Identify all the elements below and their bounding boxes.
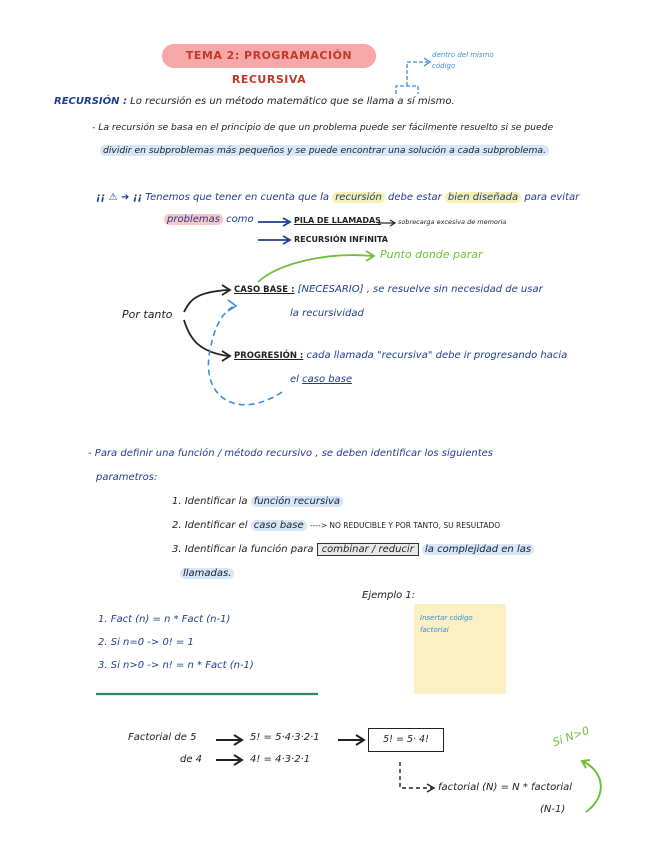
param-item-3b: combinar / reducir	[317, 543, 419, 556]
ejemplo-f2: 2. Si n=0 -> 0! = 1	[98, 637, 194, 648]
caso-base-line	[234, 284, 543, 295]
definition-term: RECURSIÓN :	[54, 96, 127, 107]
warning-bien: bien diseñada	[445, 192, 521, 203]
caso-base-text-2: la recursividad	[290, 308, 364, 319]
progresion-text: cada llamada "recursiva" debe ir progresando hacia	[306, 350, 568, 361]
param-item-1a: 1. Identificar la	[172, 496, 248, 507]
green-note: Si N>0	[550, 723, 592, 750]
arrow-caso-base	[184, 290, 228, 312]
param-item-1	[172, 496, 343, 507]
green-curve-arrow	[584, 762, 601, 812]
progresion-line	[234, 350, 567, 361]
param-item-2b: caso base	[251, 520, 307, 531]
fact5-label: Factorial de 5	[128, 732, 197, 743]
warning-line	[96, 192, 579, 203]
warning-recursion: recursión	[332, 192, 385, 203]
pila-label: PILA DE LLAMADAS	[294, 216, 381, 225]
ejemplo-title: Ejemplo 1:	[362, 590, 416, 601]
sticky-note	[414, 604, 506, 694]
params-intro-1: - Para definir una función / método recursivo , se deben identificar los siguientes	[88, 448, 493, 459]
param-item-2a: 2. Identificar el	[172, 520, 248, 531]
param-item-3c: la complejidad en las	[422, 544, 534, 555]
progresion-line-2	[290, 374, 352, 385]
warning-text-b: debe estar	[388, 192, 442, 203]
progresion-caso-base: caso base	[302, 374, 353, 385]
problemas-line	[164, 214, 254, 225]
param-item-3a: 3. Identificar la función para	[172, 544, 314, 555]
infinita-label: RECURSIÓN INFINITA	[294, 235, 388, 244]
page-title: TEMA 2: PROGRAMACIÓN RECURSIVA	[162, 44, 376, 68]
warning-text-a: Tenemos que tener en cuenta que la	[145, 192, 329, 203]
basis-line-2	[100, 145, 549, 156]
param-item-3-cont	[180, 568, 234, 579]
param-item-3d: llamadas.	[180, 568, 234, 579]
warning-icon: ¡¡ ⚠ ➜ ¡¡	[96, 192, 143, 203]
portanto-label: Por tanto	[122, 308, 173, 321]
problemas-word: problemas	[164, 214, 223, 225]
ejemplo-f1: 1. Fact (n) = n * Fact (n-1)	[98, 614, 231, 625]
punto-note: Punto donde parar	[380, 248, 483, 261]
side-note: dentro del mismo código	[432, 51, 494, 70]
arrow-progresion	[184, 320, 228, 356]
factorial-formula: factorial (N) = N * factorial	[438, 782, 572, 793]
param-item-2	[172, 520, 500, 531]
fact5-expansion: 5! = 5·4·3·2·1	[250, 732, 320, 743]
fact4-expansion: 4! = 4·3·2·1	[250, 754, 311, 765]
param-item-2c: ----> NO REDUCIBLE Y POR TANTO, SU RESULTADO	[309, 521, 501, 530]
side-note-bracket	[396, 62, 428, 94]
progresion-label: PROGRESIÓN :	[234, 351, 304, 361]
fact4-label: de 4	[180, 754, 203, 765]
progresion-el: el	[290, 374, 299, 385]
sticky-note-text: Insertar código factorial	[420, 614, 473, 634]
warning-text-c: para evitar	[524, 192, 580, 203]
factorial-formula-2: (N-1)	[540, 804, 566, 815]
caso-base-text: [NECESARIO] , se resuelve sin necesidad de usar	[297, 284, 543, 295]
definition-text: Lo recursión es un método matemático que se llama a sí mismo.	[130, 96, 455, 107]
ejemplo-f3: 3. Si n>0 -> n! = n * Fact (n-1)	[98, 660, 254, 671]
fact5-box: 5! = 5· 4!	[368, 728, 444, 752]
green-arrow	[258, 255, 372, 282]
basis-highlight: dividir en subproblemas más pequeños y se puede encontrar una solución a cada subproblema.	[100, 145, 549, 156]
como-word: como	[226, 214, 254, 225]
caso-base-label: CASO BASE :	[234, 285, 295, 295]
basis-line-1: - La recursión se basa en el principio de que un problema puede ser fácilmente resuelto si se puede	[92, 122, 554, 133]
params-intro-2: parametros:	[96, 472, 158, 483]
param-item-1b: función recursiva	[251, 496, 343, 507]
param-item-3	[172, 544, 534, 555]
pila-note: sobrecarga excesiva de memoria	[398, 218, 507, 226]
definition-line	[54, 96, 455, 107]
